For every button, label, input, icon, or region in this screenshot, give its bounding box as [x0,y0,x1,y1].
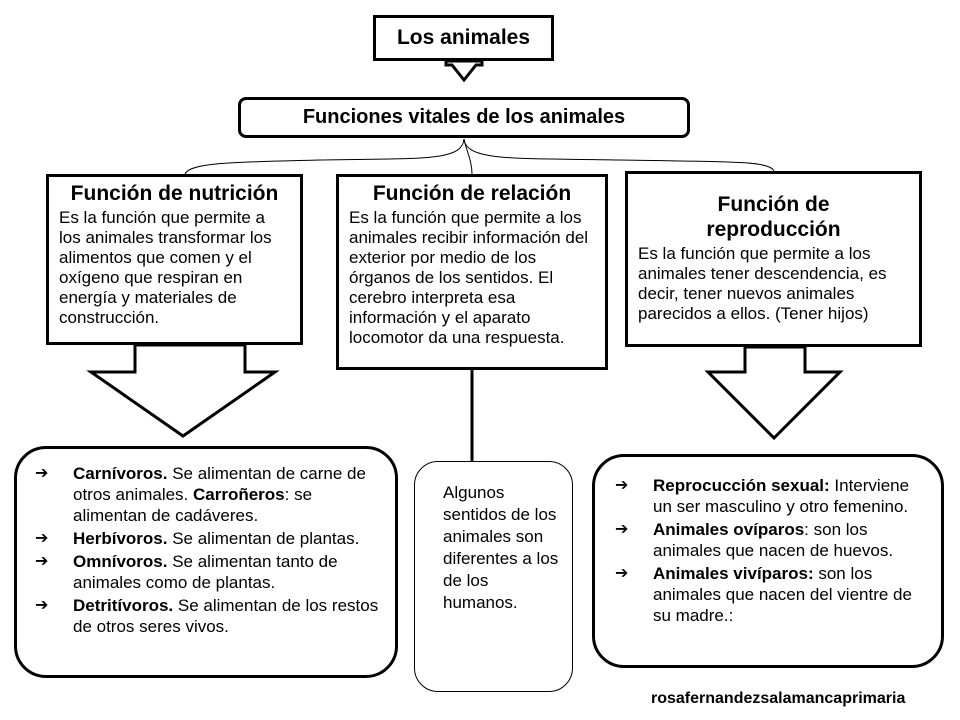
senses-note-box [414,461,573,692]
list-item [615,519,931,561]
subtitle-box [238,97,690,138]
term-text: son los animales que nacen del vientre de su madre.: [653,564,912,625]
page-title: Los animales [396,26,531,49]
branch-curve-left [185,139,464,174]
function-description-nutricion: Es la función que permite a los animales transformar los alimentos que comen y el oxígeno que respiran en energía y materiales de construcción. [59,208,272,327]
term-label: Carnívoros. [73,464,168,483]
reproduction-types-box [592,454,944,668]
arrow-bullet-icon: ➔ [615,521,629,538]
list-item [35,463,383,526]
title-box [373,15,554,61]
branch-curve-right [464,139,774,171]
big-arrow-nutricion [91,345,275,436]
term-label: Herbívoros. [73,529,168,548]
list-item [615,475,931,517]
big-arrow-reproduccion [708,347,840,438]
function-box-relacion [336,174,608,370]
function-box-nutricion [46,174,303,345]
reproduction-types-list [615,475,931,626]
term-text: Se alimentan de carne de otros animales. [73,464,366,504]
function-description-relacion: Es la función que permite a los animales recibir información del exterior por medio de los órganos de los sentidos. El cerebro interpreta esa información y el aparato locomotor da una respuesta. [349,208,589,347]
function-heading-reproduccion: Función de reproducción [706,193,841,241]
function-description-reproduccion: Es la función que permite a los animales tener descendencia, es decir, tener nuevos animales parecidos a ellos. (Tener hijos) [638,244,887,323]
term-text: Se alimentan de plantas. [167,529,360,548]
term-label: Reprocucción sexual: [653,476,830,495]
senses-note: Algunos sentidos de los animales son diferentes a los de los humanos. [443,483,559,612]
function-heading-relacion: Función de relación [372,182,572,205]
arrow-bullet-icon: ➔ [35,530,49,547]
term-label: Omnívoros. [73,552,168,571]
term-text: Interviene un ser masculino y otro femenino. [653,476,910,516]
term-label: Detritívoros. [73,596,174,615]
arrow-bullet-icon: ➔ [35,597,49,614]
arrow-bullet-icon: ➔ [35,465,49,482]
term-label: Carroñeros [193,485,285,504]
term-text: Se alimentan tanto de animales como de plantas. [73,552,338,592]
function-heading-nutricion: Función de nutrición [70,182,279,205]
section-title: Funciones vitales de los animales [302,106,626,128]
arrow-bullet-icon: ➔ [615,477,629,494]
list-item [35,595,383,637]
list-item [35,551,383,593]
down-arrow-title [446,61,482,80]
nutrition-types-list [35,463,383,637]
term-text: Se alimentan de los restos de otros seres vivos. [73,596,379,636]
term-text: : se alimentan de cadáveres. [73,485,313,525]
nutrition-types-box [14,446,398,678]
credit-text: rosafernandezsalamancaprimaria [651,690,906,707]
function-box-reproduccion [625,171,922,347]
term-label: Animales vivíparos: [653,564,814,583]
term-text: : son los animales que nacen de huevos. [653,520,894,560]
arrow-bullet-icon: ➔ [35,553,49,570]
list-item [35,528,383,549]
list-item [615,563,931,626]
arrow-bullet-icon: ➔ [615,565,629,582]
term-label: Animales ovíparos [653,520,805,539]
